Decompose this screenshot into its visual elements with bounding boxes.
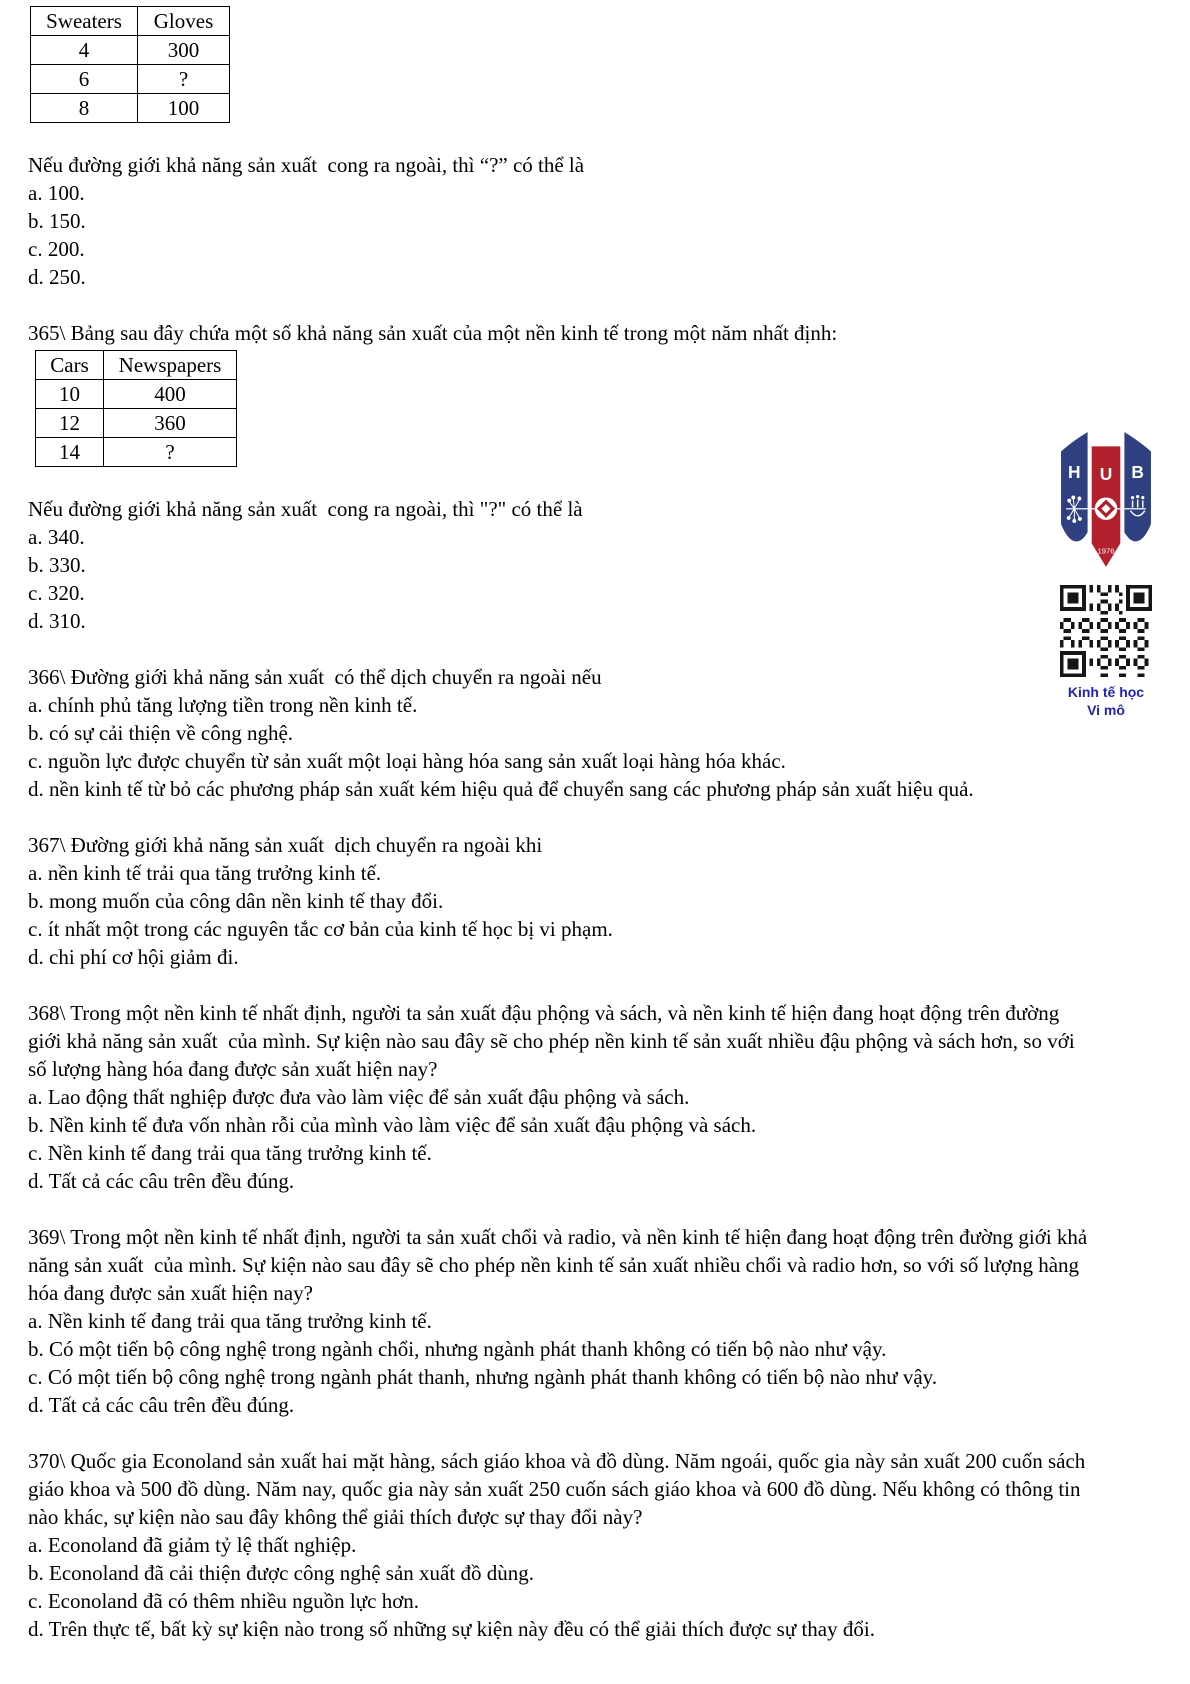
logo-letter-u: U <box>1099 464 1113 485</box>
hub-shield-icon <box>1060 430 1152 570</box>
table-cell: 6 <box>31 65 138 94</box>
option-d: d. chi phí cơ hội giảm đi. <box>28 945 239 969</box>
column-header: Sweaters <box>31 7 138 36</box>
shield-left-panel <box>1061 432 1088 541</box>
questions-column <box>28 6 1093 1643</box>
hub-branding-block <box>1056 430 1156 719</box>
table-cell: 4 <box>31 36 138 65</box>
option-a: a. 100. <box>28 181 85 205</box>
shield-right-panel <box>1124 432 1151 541</box>
option-a: a. Lao động thất nghiệp được đưa vào làm việc để sản xuất đậu phộng và sách. <box>28 1085 690 1109</box>
table-cell: 8 <box>31 94 138 123</box>
option-b: b. có sự cải thiện về công nghệ. <box>28 721 294 745</box>
table-row <box>31 94 230 123</box>
option-a: a. Econoland đã giảm tỷ lệ thất nghiệp. <box>28 1533 357 1557</box>
option-d: d. Tất cả các câu trên đều đúng. <box>28 1169 295 1193</box>
option-d: d. Trên thực tế, bất kỳ sự kiện nào trong số những sự kiện này đều có thể giải thích được sự thay đổi. <box>28 1617 875 1641</box>
logo-caption <box>1056 683 1156 719</box>
production-table-cars-newspapers <box>35 350 237 467</box>
question-heading-370: 370\ Quốc gia Econoland sản xuất hai mặt hàng, sách giáo khoa và đồ dùng. Năm ngoái, quốc gia này sản xuất 200 cuốn sách giáo khoa và 500 đồ dùng. Năm nay, quốc gia này sản xuất 250 cuốn sách giáo khoa và 600 đồ dùng. Nếu không có thông tin nào khác, sự kiện nào sau đây không thể giải thích được sự thay đổi này? <box>28 1449 1091 1529</box>
option-b: b. Nền kinh tế đưa vốn nhàn rỗi của mình vào làm việc để sản xuất đậu phộng và sách. <box>28 1113 757 1137</box>
option-a: a. Nền kinh tế đang trải qua tăng trưởng kinh tế. <box>28 1309 432 1333</box>
qr-code <box>1060 585 1152 677</box>
question-heading-368: 368\ Trong một nền kinh tế nhất định, người ta sản xuất đậu phộng và sách, và nền kinh tế hiện đang hoạt động trên đường giới khả năng sản xuất của mình. Sự kiện nào sau đây sẽ cho phép nền kinh tế sản xuất nhiều đậu phộng và sách hơn, so với số lượng hàng hóa đang được sản xuất hiện nay? <box>28 1001 1080 1081</box>
logo-letter-h: H <box>1068 462 1081 483</box>
table-row <box>36 409 237 438</box>
logo-crossbar-right <box>1124 508 1145 509</box>
logo-letter-b: B <box>1131 462 1144 483</box>
question-heading-369: 369\ Trong một nền kinh tế nhất định, người ta sản xuất chổi và radio, và nền kinh tế hiện đang hoạt động trên đường giới khả năng sản xuất của mình. Sự kiện nào sau đây sẽ cho phép nền kinh tế sản xuất nhiều chổi và radio hơn, so với số lượng hàng hóa đang được sản xuất hiện nay? <box>28 1225 1093 1305</box>
hub-logo <box>1060 430 1152 577</box>
option-a: a. nền kinh tế trải qua tăng trưởng kinh tế. <box>28 861 382 885</box>
table-cell: ? <box>104 438 237 467</box>
option-c: c. Econoland đã có thêm nhiều nguồn lực hơn. <box>28 1589 420 1613</box>
option-d: d. Tất cả các câu trên đều đúng. <box>28 1393 295 1417</box>
option-c: c. nguồn lực được chuyển từ sản xuất một loại hàng hóa sang sản xuất loại hàng hóa khác. <box>28 749 786 773</box>
production-table-sweaters-gloves <box>30 6 230 123</box>
table-cell: 14 <box>36 438 104 467</box>
option-d: d. 250. <box>28 265 86 289</box>
caption-line-1: Kinh tế học <box>1067 684 1145 700</box>
question-prompt: Nếu đường giới khả năng sản xuất cong ra ngoài, thì “?” có thể là <box>28 153 585 177</box>
table-row <box>36 438 237 467</box>
table-cell: 10 <box>36 380 104 409</box>
option-c: c. Có một tiến bộ công nghệ trong ngành phát thanh, nhưng ngành phát thanh không có tiến bộ nào như vậy. <box>28 1365 938 1389</box>
option-d: d. nền kinh tế từ bỏ các phương pháp sản xuất kém hiệu quả để chuyển sang các phương pháp sản xuất hiệu quả. <box>28 777 974 801</box>
table-cell: 360 <box>104 409 237 438</box>
table-cell: 400 <box>104 380 237 409</box>
option-a: a. 340. <box>28 525 85 549</box>
coin-emblem-icon <box>1095 497 1117 519</box>
option-b: b. Econoland đã cải thiện được công nghệ sản xuất đồ dùng. <box>28 1561 534 1585</box>
option-c: c. 320. <box>28 581 85 605</box>
option-b: b. 150. <box>28 209 86 233</box>
table-row <box>31 36 230 65</box>
table-cell: 100 <box>138 94 230 123</box>
question-prompt: Nếu đường giới khả năng sản xuất cong ra ngoài, thì "?" có thể là <box>28 497 583 521</box>
option-a: a. chính phủ tăng lượng tiền trong nền kinh tế. <box>28 693 418 717</box>
column-header: Cars <box>36 351 104 380</box>
logo-crossbar-left <box>1066 508 1087 509</box>
table-header-row <box>31 7 230 36</box>
table-cell: 300 <box>138 36 230 65</box>
column-header: Gloves <box>138 7 230 36</box>
option-c: c. ít nhất một trong các nguyên tắc cơ bản của kinh tế học bị vi phạm. <box>28 917 613 941</box>
option-d: d. 310. <box>28 609 86 633</box>
question-heading-366: 366\ Đường giới khả năng sản xuất có thể dịch chuyển ra ngoài nếu <box>28 665 602 689</box>
table-header-row <box>36 351 237 380</box>
option-b: b. mong muốn của công dân nền kinh tế thay đổi. <box>28 889 444 913</box>
caption-line-2: Vi mô <box>1087 702 1125 718</box>
table-row <box>31 65 230 94</box>
option-c: c. Nền kinh tế đang trải qua tăng trưởng kinh tế. <box>28 1141 432 1165</box>
option-b: b. 330. <box>28 553 86 577</box>
question-heading-367: 367\ Đường giới khả năng sản xuất dịch chuyển ra ngoài khi <box>28 833 543 857</box>
question-heading-365: 365\ Bảng sau đây chứa một số khả năng sản xuất của một nền kinh tế trong một năm nhất định: <box>28 321 838 345</box>
logo-year: 1976 <box>1097 546 1115 556</box>
table-row <box>36 380 237 409</box>
table-cell: ? <box>138 65 230 94</box>
option-c: c. 200. <box>28 237 85 261</box>
column-header: Newspapers <box>104 351 237 380</box>
option-b: b. Có một tiến bộ công nghệ trong ngành chổi, nhưng ngành phát thanh không có tiến bộ nào như vậy. <box>28 1337 887 1361</box>
table-cell: 12 <box>36 409 104 438</box>
